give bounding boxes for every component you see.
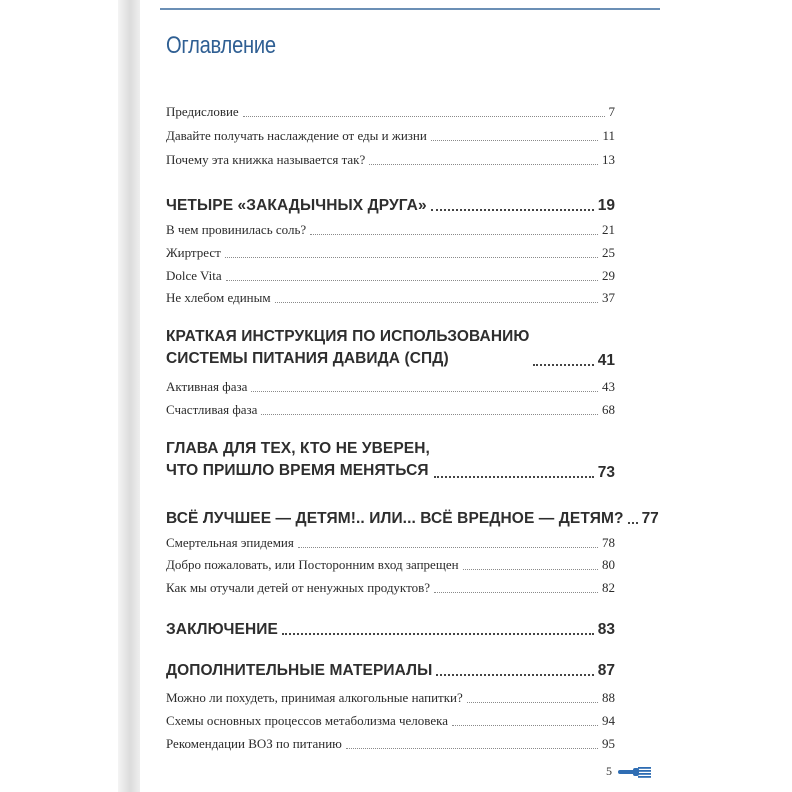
toc-entry-page: 11 xyxy=(602,128,615,143)
toc-entry-page: 95 xyxy=(602,736,615,751)
toc-entry[interactable] xyxy=(166,222,615,238)
dot-leader xyxy=(434,592,598,593)
toc-section-heading[interactable] xyxy=(166,195,615,215)
dot-leader xyxy=(275,302,598,303)
toc-entry-page: 78 xyxy=(602,535,615,550)
dot-leader xyxy=(452,725,598,726)
toc-entry[interactable] xyxy=(166,290,615,306)
toc-entry[interactable] xyxy=(166,580,615,596)
toc-entry-label: Как мы отучали детей от ненужных продуктов? xyxy=(166,580,430,595)
toc-entry-page: 88 xyxy=(602,690,615,705)
toc-entry-page: 7 xyxy=(608,104,615,119)
dot-leader xyxy=(434,476,594,478)
toc-entry-label: В чем провинилась соль? xyxy=(166,222,307,237)
toc-entry-label: Жиртрест xyxy=(166,245,221,260)
page-number: 5 xyxy=(606,764,612,778)
toc-section-heading[interactable] xyxy=(166,660,615,680)
section-title: ВСЁ ЛУЧШЕЕ — ДЕТЯМ!.. ИЛИ... ВСЁ ВРЕДНОЕ — ДЕТЯМ? xyxy=(166,510,624,527)
toc-entry-label: Добро пожаловать, или Посторонним вход запрещен xyxy=(166,557,459,572)
section-title: ЗАКЛЮЧЕНИЕ xyxy=(166,621,278,638)
dot-leader xyxy=(431,140,599,141)
section-title xyxy=(166,326,529,370)
toc-entry-page: 13 xyxy=(602,152,615,167)
toc-section-heading[interactable] xyxy=(166,438,615,482)
toc-entry-page: 43 xyxy=(602,379,615,394)
section-title-line: ЧТО ПРИШЛО ВРЕМЯ МЕНЯТЬСЯ xyxy=(166,462,429,479)
toc-entry-page: 37 xyxy=(602,290,615,305)
toc-entry-page: 94 xyxy=(602,713,615,728)
dot-leader xyxy=(298,547,598,548)
toc-entry[interactable] xyxy=(166,128,615,144)
dot-leader xyxy=(463,569,598,570)
page-title: Оглавление xyxy=(166,32,276,59)
toc-entry[interactable] xyxy=(166,535,615,551)
toc-entry-label: Счастливая фаза xyxy=(166,402,258,417)
section-page: 73 xyxy=(597,464,615,481)
dot-leader xyxy=(226,280,598,281)
toc-entry-label: Предисловие xyxy=(166,104,239,119)
dot-leader xyxy=(243,116,605,117)
dot-leader xyxy=(533,364,593,366)
section-title: ЧЕТЫРЕ «ЗАКАДЫЧНЫХ ДРУГА» xyxy=(166,197,427,214)
section-title-line: СИСТЕМЫ ПИТАНИЯ ДАВИДА (СПД) xyxy=(166,350,449,367)
toc-entry-label: Не хлебом единым xyxy=(166,290,271,305)
toc-section-heading[interactable] xyxy=(166,508,659,528)
toc-section-heading[interactable] xyxy=(166,619,615,639)
toc-entry-page: 68 xyxy=(602,402,615,417)
dot-leader xyxy=(225,257,598,258)
dot-leader xyxy=(310,234,598,235)
toc-entry-label: Можно ли похудеть, принимая алкогольные напитки? xyxy=(166,690,463,705)
dot-leader xyxy=(628,522,638,524)
toc-entry[interactable] xyxy=(166,245,615,261)
section-title-line: КРАТКАЯ ИНСТРУКЦИЯ ПО ИСПОЛЬЗОВАНИЮ xyxy=(166,328,530,345)
toc-entry[interactable] xyxy=(166,557,615,573)
toc-entry[interactable] xyxy=(166,379,615,395)
toc-entry-label: Схемы основных процессов метаболизма человека xyxy=(166,713,449,728)
toc-entry-label: Смертельная эпидемия xyxy=(166,535,294,550)
dot-leader xyxy=(282,633,594,635)
section-page: 41 xyxy=(597,352,615,369)
toc-entry[interactable] xyxy=(166,402,615,418)
toc-entry[interactable] xyxy=(166,713,615,729)
section-page: 19 xyxy=(597,197,615,214)
section-title: ДОПОЛНИТЕЛЬНЫЕ МАТЕРИАЛЫ xyxy=(166,662,433,679)
section-page: 77 xyxy=(641,510,659,527)
dot-leader xyxy=(436,674,593,676)
toc-entry-label: Активная фаза xyxy=(166,379,248,394)
toc-entry[interactable] xyxy=(166,268,615,284)
toc-entry[interactable] xyxy=(166,104,615,120)
toc-entry[interactable] xyxy=(166,690,615,706)
toc-entry-page: 82 xyxy=(602,580,615,595)
toc-entry-label: Почему эта книжка называется так? xyxy=(166,152,366,167)
toc-section-heading[interactable] xyxy=(166,326,615,370)
section-title-line: ГЛАВА ДЛЯ ТЕХ, КТО НЕ УВЕРЕН, xyxy=(166,440,430,457)
toc-entry-label: Dolce Vita xyxy=(166,268,222,283)
section-page: 87 xyxy=(597,662,615,679)
toc-entry-label: Давайте получать наслаждение от еды и жизни xyxy=(166,128,427,143)
fork-icon xyxy=(618,765,652,779)
toc-entry-label: Рекомендации ВОЗ по питанию xyxy=(166,736,342,751)
dot-leader xyxy=(261,414,598,415)
section-title xyxy=(166,438,430,482)
dot-leader xyxy=(251,391,598,392)
dot-leader xyxy=(431,209,594,211)
top-rule xyxy=(160,8,660,10)
toc-entry-page: 29 xyxy=(602,268,615,283)
toc-entry[interactable] xyxy=(166,736,615,752)
page-spine-shadow xyxy=(118,0,140,792)
page-footer xyxy=(606,764,652,779)
dot-leader xyxy=(346,748,598,749)
section-page: 83 xyxy=(597,621,615,638)
toc-entry-page: 21 xyxy=(602,222,615,237)
toc-entry-page: 25 xyxy=(602,245,615,260)
dot-leader xyxy=(369,164,598,165)
dot-leader xyxy=(467,702,598,703)
toc-entry-page: 80 xyxy=(602,557,615,572)
toc-entry[interactable] xyxy=(166,152,615,168)
